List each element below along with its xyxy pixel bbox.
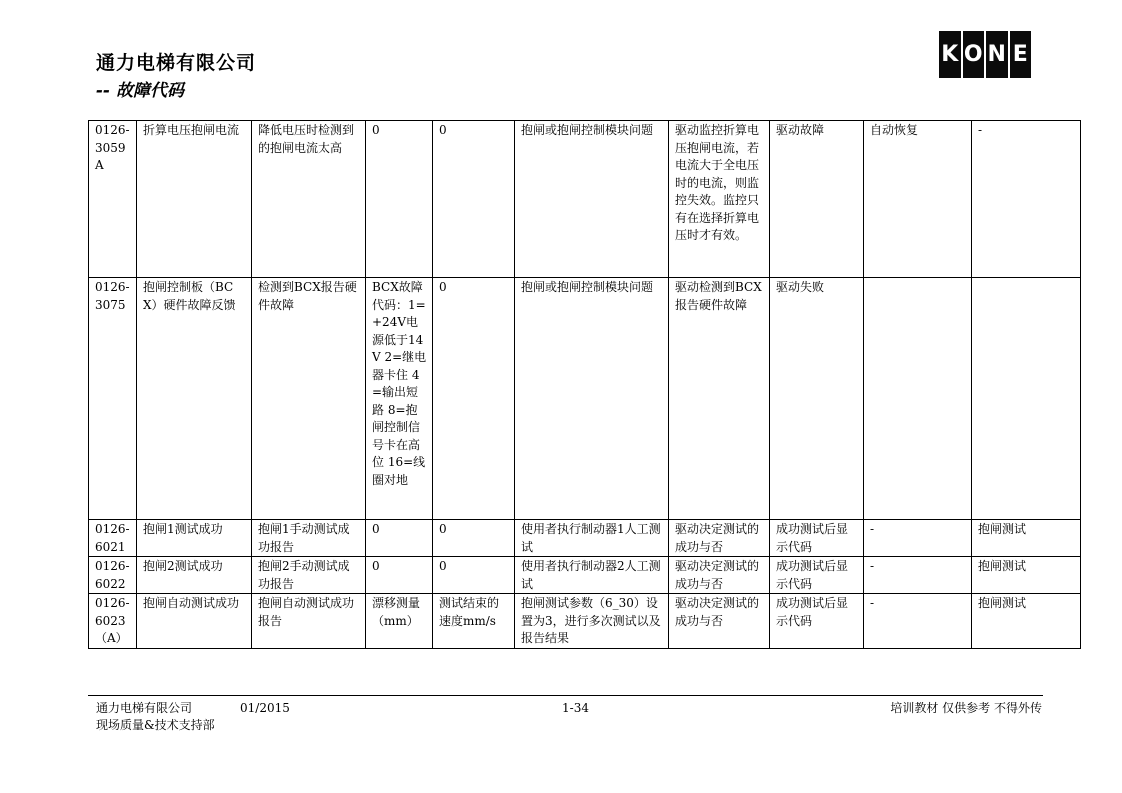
page-subtitle: -- 故障代码 (96, 81, 185, 101)
field5-cell: 0 (433, 121, 515, 278)
description-cell: 抱闸自动测试成功报告 (252, 594, 366, 649)
fault-code-cell: 0126-6021 (89, 520, 137, 557)
fault-code-cell: 0126-6023（A） (89, 594, 137, 649)
logo-letter: N (986, 31, 1008, 78)
reset-cell: - (864, 557, 972, 594)
cause-cell: 使用者执行制动器2人工测试 (515, 557, 669, 594)
description-cell: 抱闸2手动测试成功报告 (252, 557, 366, 594)
kone-logo (939, 31, 1031, 78)
description-cell: 抱闸1手动测试成功报告 (252, 520, 366, 557)
footer-company: 通力电梯有限公司 (96, 701, 193, 715)
table-row (89, 121, 1081, 278)
field5-cell: 0 (433, 557, 515, 594)
detection-cell: 驱动决定测试的成功与否 (669, 557, 770, 594)
logo-letter: E (1010, 31, 1032, 78)
table-row (89, 594, 1081, 649)
fault-name-cell: 抱闸2测试成功 (137, 557, 252, 594)
detection-cell: 驱动决定测试的成功与否 (669, 594, 770, 649)
action-cell: 驱动故障 (770, 121, 864, 278)
table-row (89, 520, 1081, 557)
description-cell: 检测到BCX报告硬件故障 (252, 278, 366, 520)
cause-cell: 抱闸或抱闸控制模块问题 (515, 121, 669, 278)
fault-name-cell: 抱闸控制板（BCX）硬件故障反馈 (137, 278, 252, 520)
detection-cell: 驱动决定测试的成功与否 (669, 520, 770, 557)
logo-letter: K (939, 31, 961, 78)
cause-cell: 抱闸或抱闸控制模块问题 (515, 278, 669, 520)
fault-name-cell: 折算电压抱闸电流 (137, 121, 252, 278)
remark-cell: 抱闸测试 (972, 594, 1081, 649)
footer-notice: 培训教材 仅供参考 不得外传 (890, 701, 1042, 715)
reset-cell: - (864, 594, 972, 649)
detection-cell: 驱动检测到BCX报告硬件故障 (669, 278, 770, 520)
fault-code-cell: 0126-3059A (89, 121, 137, 278)
action-cell: 成功测试后显示代码 (770, 594, 864, 649)
footer-date: 01/2015 (240, 701, 290, 715)
fault-code-cell: 0126-6022 (89, 557, 137, 594)
remark-cell (972, 278, 1081, 520)
reset-cell: - (864, 520, 972, 557)
reset-cell (864, 278, 972, 520)
logo-letter: O (963, 31, 985, 78)
detection-cell: 驱动监控折算电压抱闸电流，若电流大于全电压时的电流，则监控失效。监控只有在选择折算电压时才有效。 (669, 121, 770, 278)
action-cell: 驱动失败 (770, 278, 864, 520)
footer-left (96, 700, 215, 734)
fault-name-cell: 抱闸自动测试成功 (137, 594, 252, 649)
field4-cell: 0 (366, 121, 433, 278)
page-number: 1-34 (562, 701, 589, 715)
fault-code-table (88, 120, 1081, 649)
description-cell: 降低电压时检测到的抱闸电流太高 (252, 121, 366, 278)
action-cell: 成功测试后显示代码 (770, 520, 864, 557)
remark-cell: 抱闸测试 (972, 520, 1081, 557)
cause-cell: 使用者执行制动器1人工测试 (515, 520, 669, 557)
table-row (89, 557, 1081, 594)
field4-cell: 0 (366, 557, 433, 594)
field5-cell: 0 (433, 278, 515, 520)
reset-cell: 自动恢复 (864, 121, 972, 278)
cause-cell: 抱闸测试参数（6_30）设置为3，进行多次测试以及报告结果 (515, 594, 669, 649)
company-name: 通力电梯有限公司 (96, 52, 257, 74)
remark-cell: 抱闸测试 (972, 557, 1081, 594)
footer-department: 现场质量&技术支持部 (96, 718, 215, 732)
remark-cell: - (972, 121, 1081, 278)
fault-name-cell: 抱闸1测试成功 (137, 520, 252, 557)
field5-cell: 0 (433, 520, 515, 557)
table-row (89, 278, 1081, 520)
field4-cell: BCX故障代码：1=+24V电源低于14V 2=继电器卡住 4=输出短路 8=抱闸控制信号卡在高位 16=线圈对地 (366, 278, 433, 520)
field4-cell: 漂移测量（mm） (366, 594, 433, 649)
field5-cell: 测试结束的速度mm/s (433, 594, 515, 649)
fault-code-cell: 0126-3075 (89, 278, 137, 520)
field4-cell: 0 (366, 520, 433, 557)
action-cell: 成功测试后显示代码 (770, 557, 864, 594)
footer-divider (88, 695, 1043, 696)
